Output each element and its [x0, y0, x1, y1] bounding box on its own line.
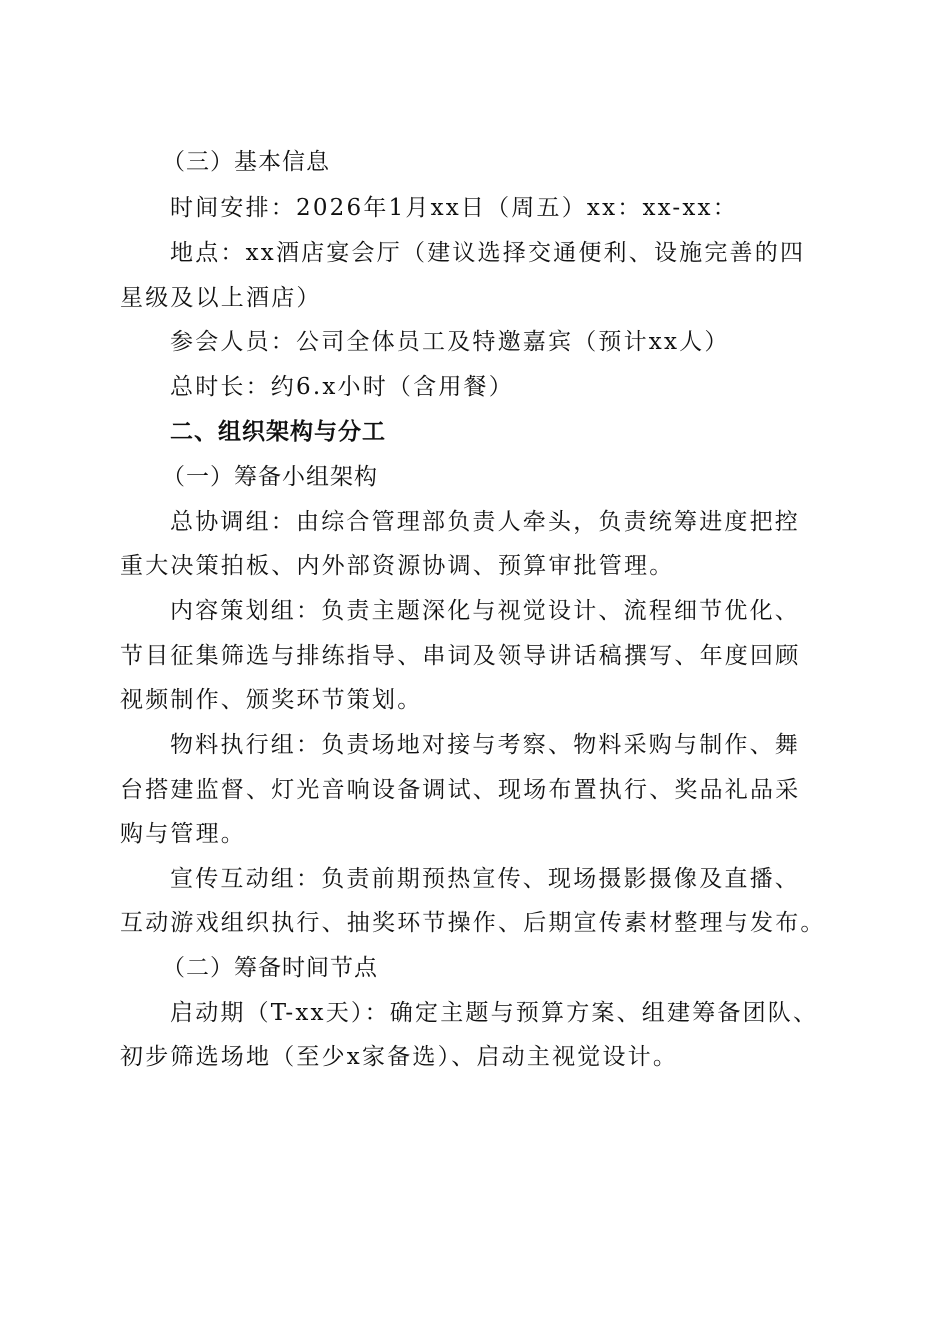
- launch-phase-line-2: 初步筛选场地（至少x家备选）、启动主视觉设计。: [120, 1044, 679, 1070]
- time-arrangement: 时间安排：2026年1月xx日（周五）xx：xx-xx：: [170, 195, 738, 221]
- content-group-line-1: 内容策划组：负责主题深化与视觉设计、流程细节优化、: [170, 598, 800, 624]
- material-group-line-3: 购与管理。: [120, 821, 246, 847]
- total-duration: 总时长：约6.x小时（含用餐）: [170, 374, 514, 400]
- promo-group-line-2: 互动游戏组织执行、抽奖环节操作、后期宣传素材整理与发布。: [120, 910, 826, 936]
- material-group-line-2: 台搭建监督、灯光音响设备调试、现场布置执行、奖品礼品采: [120, 777, 801, 803]
- subsection-heading-timeline: （二）筹备时间节点: [162, 955, 378, 981]
- content-group-line-2: 节目征集筛选与排练指导、串词及领导讲话稿撰写、年度回顾: [120, 643, 801, 669]
- launch-phase-line-1: 启动期（T-xx天）：确定主题与预算方案、组建筹备团队、: [170, 1000, 819, 1026]
- attendees: 参会人员：公司全体员工及特邀嘉宾（预计xx人）: [170, 329, 730, 355]
- location-line-1: 地点：xx酒店宴会厅（建议选择交通便利、设施完善的四: [170, 240, 806, 266]
- content-group-line-3: 视频制作、颁奖环节策划。: [120, 687, 423, 713]
- section-heading-basic-info: （三）基本信息: [162, 149, 330, 175]
- coord-group-line-2: 重大决策拍板、内外部资源协调、预算审批管理。: [120, 553, 675, 579]
- material-group-line-1: 物料执行组：负责场地对接与考察、物料采购与制作、舞: [170, 732, 800, 758]
- promo-group-line-1: 宣传互动组：负责前期预热宣传、现场摄影摄像及直播、: [170, 866, 800, 892]
- coord-group-line-1: 总协调组：由综合管理部负责人牵头，负责统筹进度把控: [170, 509, 800, 535]
- section-heading-organization: 二、组织架构与分工: [170, 419, 386, 445]
- subsection-heading-structure: （一）筹备小组架构: [162, 464, 378, 490]
- location-line-2: 星级及以上酒店）: [120, 285, 322, 311]
